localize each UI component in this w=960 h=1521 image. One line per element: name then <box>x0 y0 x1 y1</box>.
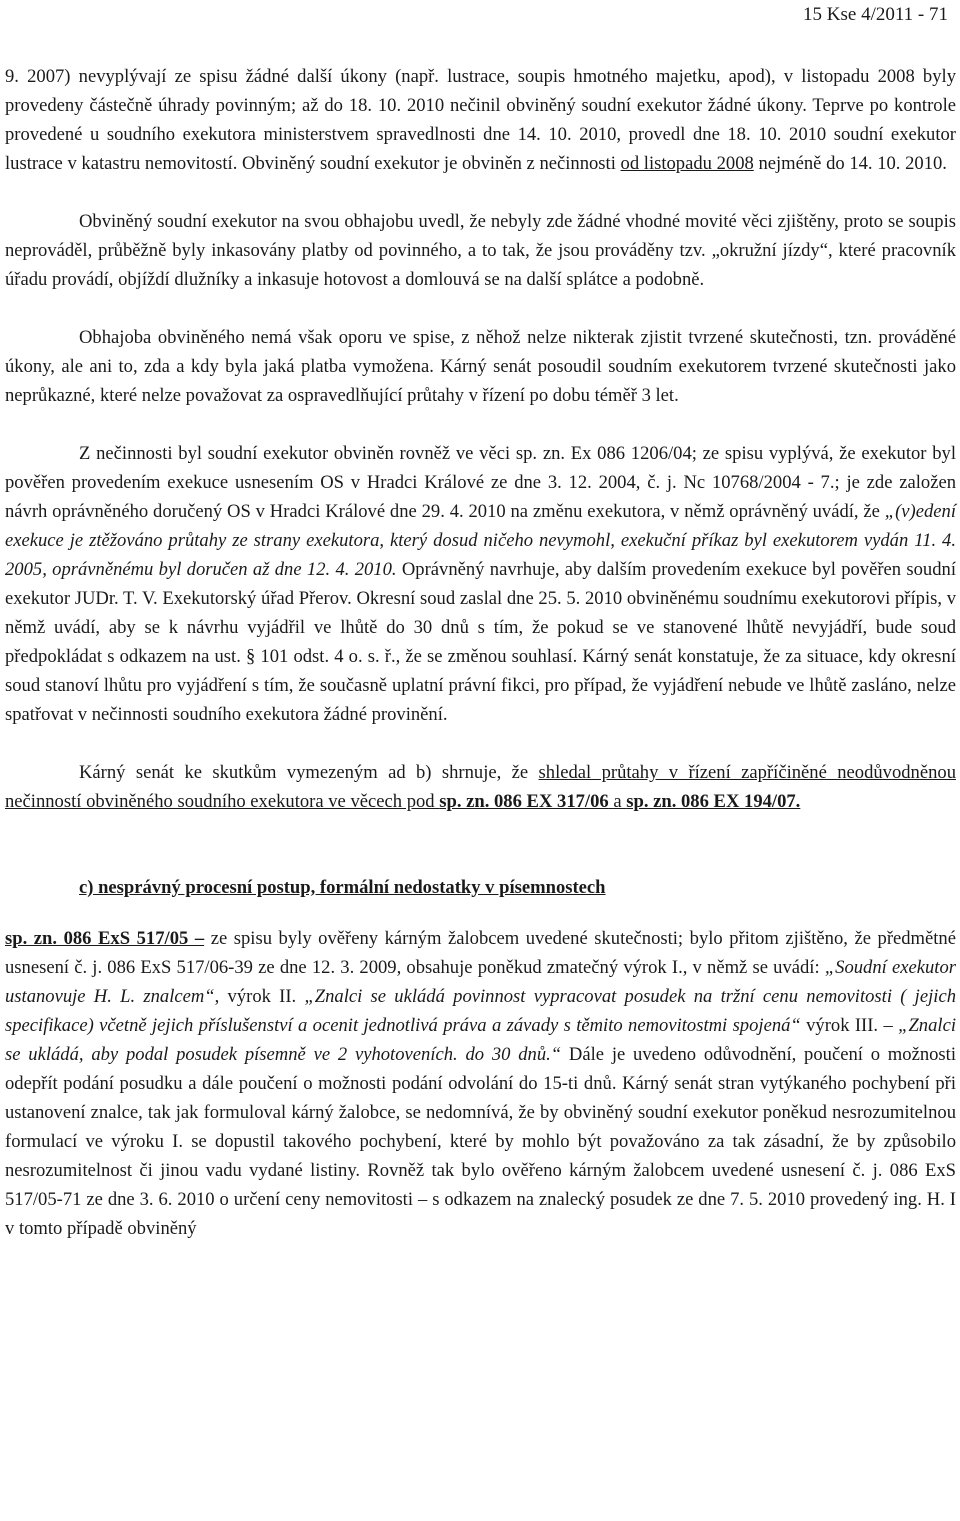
underlined-date: od listopadu 2008 <box>620 153 754 174</box>
page-header: 15 Kse 4/2011 - 71 <box>803 4 948 25</box>
quote-verdict-2: „Znalci se ukládá povinnost vypracovat posudek na tržní cenu nemovitosti ( jejich specifikace) včetně jejich příslušenství a ocenit jednotlivá práva a závady s těmito nemovitostmi spojená“ <box>5 986 956 1036</box>
case-ref-3: sp. zn. 086 ExS 517/05 – <box>5 928 205 949</box>
summary-underlined: shledal průtahy v řízení zapříčiněné neodůvodněnou nečinností obviněného soudního exekutora ve věcech pod <box>5 762 956 812</box>
document-body <box>5 62 956 1272</box>
quote-verdict-3: „Znalci se ukládá, aby podal posudek písemně ve 2 vyhotoveních. do 30 dnů.“ <box>5 1015 956 1065</box>
paragraph-5-summary: Kárný senát ke skutkům vymezeným ad b) shrnuje, že shledal průtahy v řízení zapříčiněné neodůvodněnou nečinností obviněného soudního exekutora ve věcech pod sp. zn. 086 EX 317/06 a sp. zn. 086 EX 194/07. <box>5 762 956 812</box>
case-ref-1: sp. zn. 086 EX 317/06 <box>439 791 609 812</box>
section-heading-c: c) nesprávný procesní postup, formální nedostatky v písemnostech <box>79 877 606 898</box>
paragraph-4: Z nečinnosti byl soudní exekutor obviněn rovněž ve věci sp. zn. Ex 086 1206/04; ze spisu vyplývá, že exekutor byl pověřen provedením exekuce usnesením OS v Hradci Králové ze dne 3. 12. 2004, č. j. Nc 10768/2004 - 7.; je zde založen návrh oprávněného doručený OS v Hradci Králové dne 29. 4. 2010 na změnu exekutora, v němž oprávněný uvádí, že „(v)edení exekuce je ztěžováno průtahy ze strany exekutora, který dosud ničeho nevymohl, exekuční příkaz byl exekutorem vydán 11. 4. 2005, oprávněnému byl doručen až dne 12. 4. 2010. Oprávněný navrhuje, aby dalším provedením exekuce byl pověřen soudní exekutor JUDr. T. V. Exekutorský úřad Přerov. Okresní soud zaslal dne 25. 5. 2010 obviněnému soudnímu exekutorovi přípis, v němž uvádí, aby se k návrhu vyjádřil ve lhůtě do 30 dnů s tím, že pokud se ve stanovené lhůtě nevyjádří, bude soud předpokládat s odkazem na ust. § 101 odst. 4 o. s. ř., že se změnou souhlasí. Kárný senát konstatuje, že za situace, kdy okresní soud stanoví lhůtu pro vyjádření s tím, že současně uplatní právní fikci, pro případ, že vyjádření nebude ve lhůtě zasláno, nelze spatřovat v nečinnosti soudního exekutora žádné provinění. <box>5 443 956 725</box>
quote-verdict-1: „Soudní exekutor ustanovuje H. L. znalcem“ <box>5 957 956 1007</box>
paragraph-3: Obhajoba obviněného nemá však oporu ve spise, z něhož nelze nikterak zjistit tvrzené skutečnosti, tzn. prováděné úkony, ale ani to, zda a kdy byla jaká platba vymožena. Kárný senát posoudil soudním exekutorem tvrzené skutečnosti jako neprůkazné, které nelze považovat za ospravedlňující průtahy v řízení po dobu téměř 3 let. <box>5 327 956 406</box>
paragraph-6: sp. zn. 086 ExS 517/05 – ze spisu byly ověřeny kárným žalobcem uvedené skutečnosti; bylo přitom zjištěno, že předmětné usnesení č. j. 086 ExS 517/06-39 ze dne 12. 3. 2009, obsahuje poněkud zmatečný výrok I., v němž se uvádí: „Soudní exekutor ustanovuje H. L. znalcem“, výrok II. „Znalci se ukládá povinnost vypracovat posudek na tržní cenu nemovitosti ( jejich specifikace) včetně jejich příslušenství a ocenit jednotlivá práva a závady s těmito nemovitostmi spojená“ výrok III. – „Znalci se ukládá, aby podal posudek písemně ve 2 vyhotoveních. do 30 dnů.“ Dále je uvedeno odůvodnění, poučení o možnosti odepřít podání posudku a dále poučení o možnosti podání odvolání do 15-ti dnů. Kárný senát stran vytýkaného pochybení při ustanovení znalce, tak jak formuloval kárný žalobce, se nedomnívá, že by obviněný soudní exekutor poněkud nesrozumitelnou formulací ve výroku I. se dopustil takového pochybení, které by mohlo být považováno za tak zásadní, že by způsobilo nesrozumitelnost či jinou vadu vydané listiny. Rovněž tak bylo ověřeno kárným žalobcem uvedené usnesení č. j. 086 ExS 517/05-71 ze dne 3. 6. 2010 o určení ceny nemovitosti – s odkazem na znalecký posudek ze dne 7. 5. 2010 provedený ing. H. I v tomto případě obviněný <box>5 928 956 1239</box>
paragraph-1: 9. 2007) nevyplývají ze spisu žádné další úkony (např. lustrace, soupis hmotného majetku, apod), v listopadu 2008 byly provedeny částečně úhrady povinným; až do 18. 10. 2010 nečinil obviněný soudní exekutor žádné úkony. Teprve po kontrole provedené u soudního exekutora ministerstvem spravedlnosti dne 14. 10. 2010, provedl dne 18. 10. 2010 soudní exekutor lustrace v katastru nemovitostí. Obviněný soudní exekutor je obviněn z nečinnosti od listopadu 2008 nejméně do 14. 10. 2010. <box>5 66 956 174</box>
quoted-petition: „(v)edení exekuce je ztěžováno průtahy ze strany exekutora, který dosud ničeho nevymohl, exekuční příkaz byl exekutorem vydán 11. 4. 2005, oprávněnému byl doručen až dne 12. 4. 2010. <box>5 501 956 580</box>
case-ref-2: sp. zn. 086 EX 194/07. <box>626 791 801 812</box>
paragraph-2: Obviněný soudní exekutor na svou obhajobu uvedl, že nebyly zde žádné vhodné movité věci zjištěny, proto se soupis neprováděl, průběžně byly inkasovány platby od povinného, a to tak, že jsou prováděny tzv. „okružní jízdy“, které pracovník úřadu provádí, objíždí dlužníky a inkasuje hotovost a domlouvá se na další splátce a podobně. <box>5 211 956 290</box>
